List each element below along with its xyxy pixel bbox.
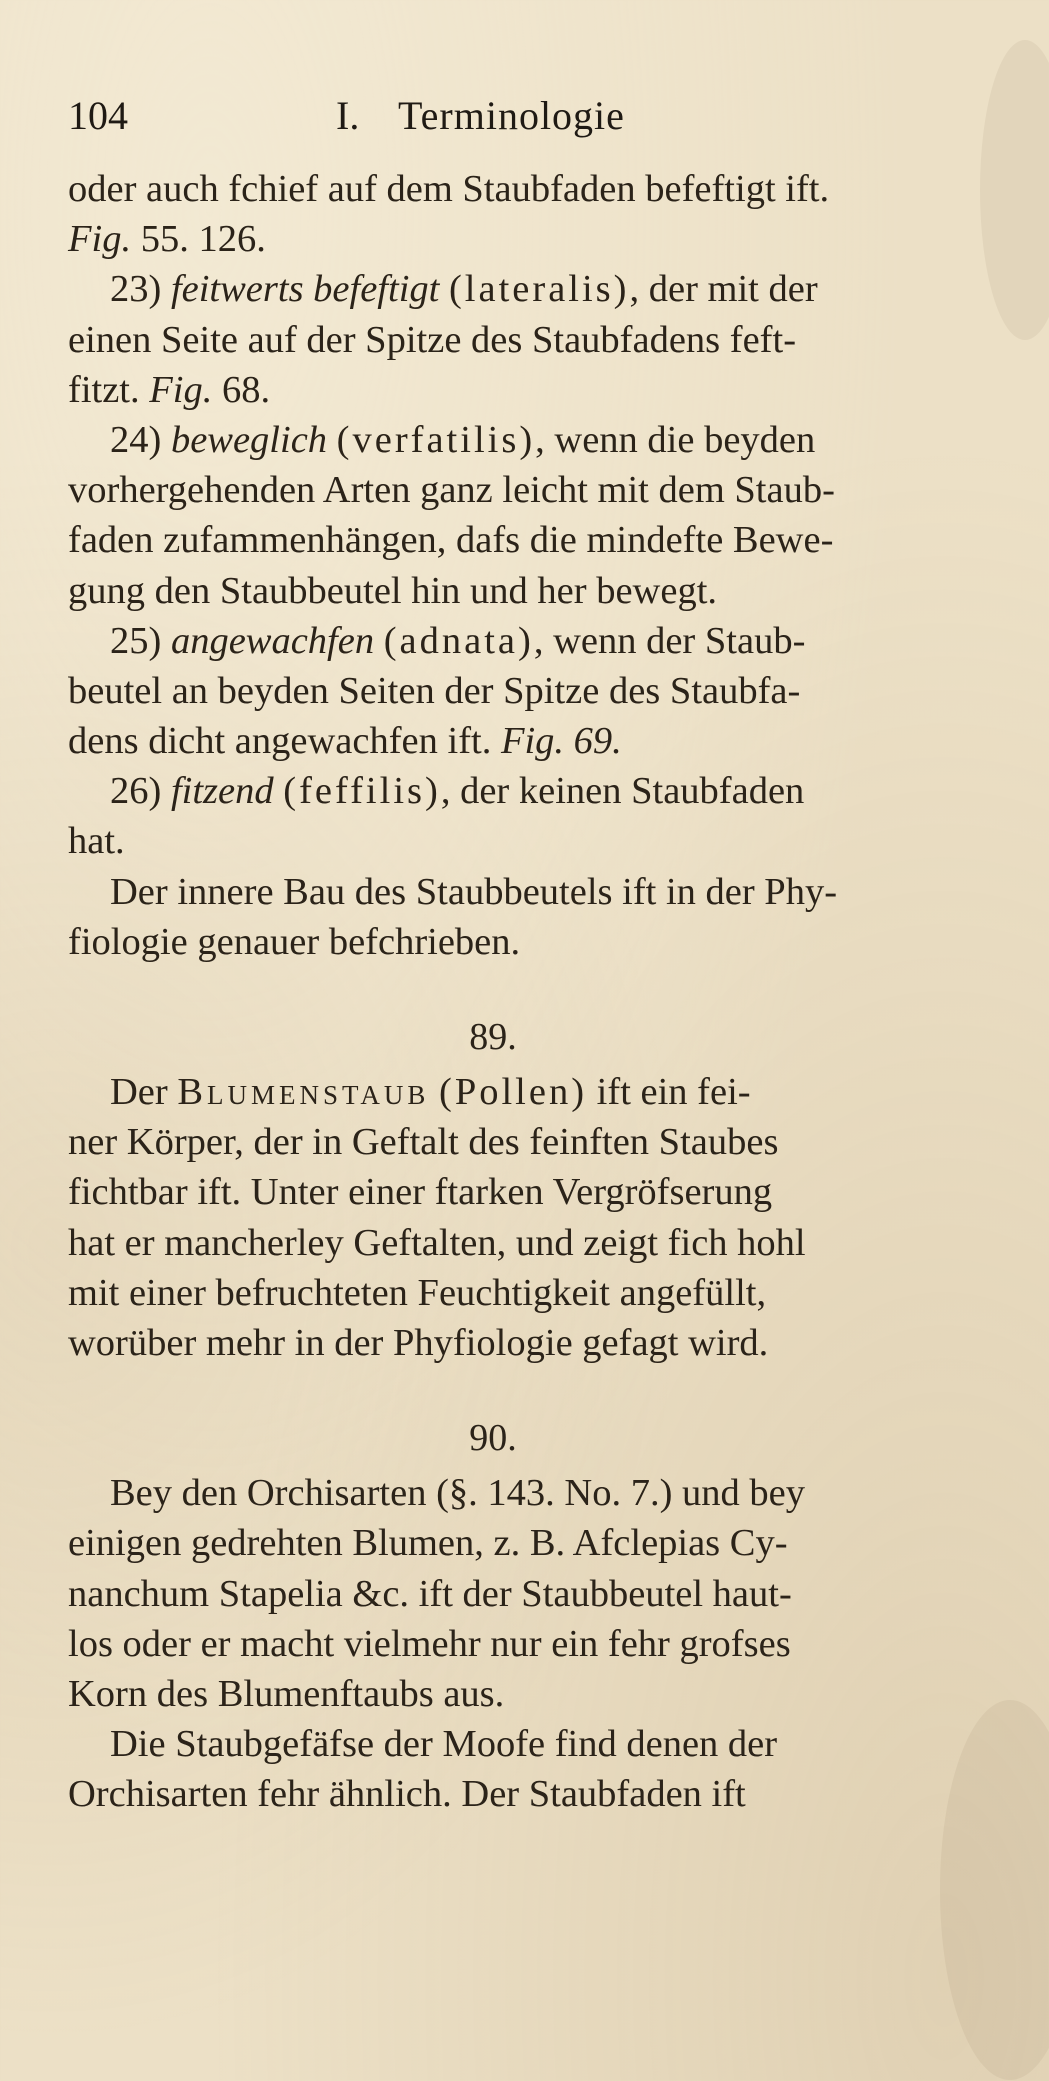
- page-body: [68, 164, 1028, 1819]
- text-line: hat er mancherley Geftalten, und zeigt fich hohl: [68, 1221, 806, 1264]
- section-number-89: 89.: [469, 1016, 517, 1058]
- text-line: Orchisarten fehr ähnlich. Der Staubfaden ift: [68, 1773, 746, 1816]
- text-line: dens dicht angewachfen ift. Fig. 69.: [68, 720, 622, 763]
- text-line: Fig. 55. 126.: [68, 218, 266, 261]
- text-line: Der innere Bau des Staubbeutels ift in der Phy-: [110, 870, 838, 913]
- list-item: 24) beweglich (verfatilis), wenn die beyden: [110, 418, 816, 461]
- text-line: einen Seite auf der Spitze des Staubfadens feft-: [68, 318, 797, 361]
- running-header: [68, 92, 768, 152]
- text-line: gung den Staubbeutel hin und her bewegt.: [68, 569, 718, 612]
- text-line: Korn des Blumenftaubs aus.: [68, 1672, 505, 1715]
- list-item: 26) fitzend (feffilis), der keinen Staubfaden: [110, 770, 805, 813]
- text-line: hat.: [68, 820, 125, 863]
- text-line: Die Staubgefäfse der Moofe find denen der: [110, 1723, 778, 1766]
- text-line: nanchum Stapelia &c. ift der Staubbeutel haut-: [68, 1572, 792, 1615]
- text-line: beutel an beyden Seiten der Spitze des Staubfa-: [68, 669, 801, 712]
- chapter-title: Terminologie: [398, 93, 625, 138]
- text-line: fitzt. Fig. 68.: [68, 368, 271, 411]
- text-line: oder auch fchief auf dem Staubfaden befeftigt ift.: [68, 168, 830, 210]
- chapter-numeral: I.: [336, 93, 360, 138]
- text-line: mit einer befruchteten Feuchtigkeit angefüllt,: [68, 1271, 767, 1314]
- text-line: einigen gedrehten Blumen, z. B. Afclepias Cy-: [68, 1522, 788, 1565]
- text-line: vorhergehenden Arten ganz leicht mit dem Staub-: [68, 469, 835, 512]
- text-line: faden zufammenhängen, dafs die mindefte Bewe-: [68, 519, 834, 562]
- section-number-90: 90.: [469, 1417, 517, 1460]
- text-line: fichtbar ift. Unter einer ftarken Vergröfserung: [68, 1171, 773, 1214]
- text-line: Bey den Orchisarten (§. 143. No. 7.) und bey: [110, 1472, 805, 1515]
- list-item: 25) angewachfen (adnata), wenn der Staub-: [110, 619, 806, 662]
- text-line: ner Körper, der in Geftalt des feinften Staubes: [68, 1121, 779, 1164]
- page-number: 104: [68, 93, 128, 138]
- text-line: los oder er macht vielmehr nur ein fehr grofses: [68, 1622, 791, 1665]
- list-item: 23) feitwerts befeftigt (lateralis), der mit der: [110, 268, 818, 311]
- text-line: fiologie genauer befchrieben.: [68, 920, 521, 963]
- text-line: worüber mehr in der Phyfiologie gefagt wird.: [68, 1321, 769, 1364]
- text-line: Der Blumenstaub (Pollen) ift ein fei-: [110, 1071, 751, 1113]
